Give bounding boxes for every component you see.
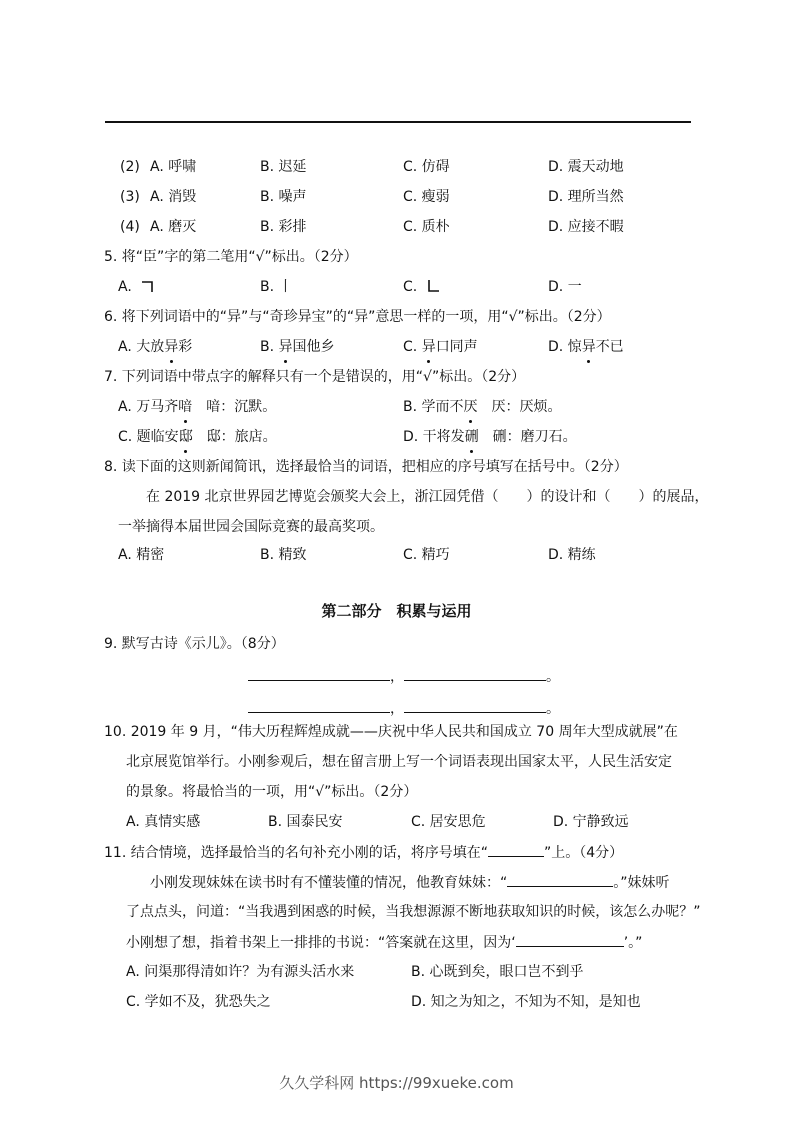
q7-a-post: 喑：沉默。 bbox=[192, 399, 277, 415]
q9-answer-line-2 bbox=[248, 698, 560, 719]
q10-line-2: 北京展览馆举行。小刚参观后，想在留言册上写一个词语表现出国家太平，人民生活安定 bbox=[126, 754, 672, 770]
q11-line-1 bbox=[104, 842, 623, 863]
q5-option-b-letter: B. bbox=[260, 279, 275, 295]
q4-row-3-option-c[interactable]: C. 瘦弱 bbox=[403, 189, 450, 205]
q10-option-a[interactable]: A. 真情实感 bbox=[126, 814, 201, 830]
q11-line-1-b: ”上。（4分） bbox=[543, 845, 624, 861]
q10-line-3: 的景象。将最恰当的一项，用“√”标出。（2分） bbox=[126, 784, 418, 800]
stroke-heng-zhe-icon bbox=[140, 279, 154, 293]
q4-row-4-option-c[interactable]: C. 质朴 bbox=[403, 219, 450, 235]
q6-d-dotted-char: 异 bbox=[581, 339, 596, 355]
q5-option-c[interactable] bbox=[403, 277, 440, 297]
q4-row-4-option-b[interactable]: B. 彩排 bbox=[260, 219, 307, 235]
q9-period-2: 。 bbox=[546, 701, 560, 717]
q8-stem: 8. 读下面的这则新闻简讯，选择最恰当的词语，把相应的序号填写在括号中。（2分） bbox=[104, 459, 628, 475]
q10-line-1: 10. 2019 年 9 月，“伟大历程辉煌成就——庆祝中华人民共和国成立 70 周年大型成就展”在 bbox=[104, 724, 678, 740]
section-title: 第二部分 积累与运用 bbox=[321, 602, 472, 620]
q11-line-1-a: 11. 结合情境，选择最恰当的名句补充小刚的话，将序号填在“ bbox=[104, 845, 488, 861]
q7-c-dotted-char: 邸 bbox=[178, 429, 193, 445]
q9-answer-line-1 bbox=[248, 666, 560, 687]
q5-option-b-stroke: 丨 bbox=[278, 279, 293, 295]
q6-a-dotted-char: 异 bbox=[164, 339, 179, 355]
q6-a-pre: A. 大放 bbox=[118, 339, 165, 355]
q7-b-dotted-char: 厌 bbox=[463, 399, 478, 415]
q11-line-2-b: 。”妹妹听 bbox=[613, 875, 670, 891]
q9-blank-3[interactable] bbox=[248, 698, 390, 713]
q8-option-b[interactable]: B. 精致 bbox=[260, 547, 307, 563]
q4-row-3-option-d[interactable]: D. 理所当然 bbox=[548, 189, 624, 205]
q4-row-2-option-d[interactable]: D. 震天动地 bbox=[548, 159, 624, 175]
q5-option-a[interactable] bbox=[118, 277, 154, 297]
q11-option-d[interactable]: D. 知之为知之，不知为不知，是知也 bbox=[411, 994, 641, 1010]
q6-c-post: 口同声 bbox=[435, 339, 478, 355]
q7-a-dotted-char: 喑 bbox=[178, 399, 193, 415]
q6-b-pre: B. bbox=[260, 339, 279, 355]
q7-d-pre: D. 干将发 bbox=[403, 429, 465, 445]
footer-watermark[interactable]: 久久学科网 https://99xueke.com bbox=[279, 1074, 514, 1092]
q9-comma-2: ， bbox=[390, 701, 404, 717]
q6-option-a[interactable] bbox=[118, 337, 192, 357]
q6-option-d[interactable] bbox=[548, 337, 624, 357]
q11-option-a[interactable]: A. 问渠那得清如许？为有源头活水来 bbox=[126, 964, 355, 980]
q7-option-c[interactable] bbox=[118, 427, 277, 447]
q6-b-dotted-char: 异 bbox=[278, 339, 293, 355]
q7-b-post: 厌：厌烦。 bbox=[477, 399, 562, 415]
q4-row-2-option-c[interactable]: C. 仿碍 bbox=[403, 159, 450, 175]
q4-row-2-option-b[interactable]: B. 迟延 bbox=[260, 159, 307, 175]
q9-period-1: 。 bbox=[546, 669, 560, 685]
q8-passage-line-2: 一举摘得本届世园会国际竞赛的最高奖项。 bbox=[118, 519, 384, 535]
q7-c-post: 邸：旅店。 bbox=[192, 429, 277, 445]
q11-blank-1[interactable] bbox=[507, 872, 613, 887]
q11-option-c[interactable]: C. 学如不及，犹恐失之 bbox=[126, 994, 271, 1010]
stroke-shu-zhe-icon bbox=[426, 279, 440, 293]
q11-line-4 bbox=[126, 932, 642, 953]
q4-row-2-option-a[interactable]: A. 呼啸 bbox=[150, 159, 197, 175]
q4-row-3-option-a[interactable]: A. 消毁 bbox=[150, 189, 197, 205]
q4-row-3-option-b[interactable]: B. 噪声 bbox=[260, 189, 307, 205]
q4-row-4-option-a[interactable]: A. 磨灭 bbox=[150, 219, 197, 235]
q9-stem: 9. 默写古诗《示儿》。（8分） bbox=[104, 636, 285, 652]
q11-line-4-a: 小刚想了想，指着书架上一排排的书说：“答案就在这里，因为‘ bbox=[126, 935, 516, 951]
q8-option-a[interactable]: A. 精密 bbox=[118, 547, 165, 563]
q4-row-2-number: (2) bbox=[120, 159, 140, 175]
q10-option-c[interactable]: C. 居安思危 bbox=[411, 814, 486, 830]
q7-option-b[interactable] bbox=[403, 397, 562, 417]
q6-a-post: 彩 bbox=[178, 339, 193, 355]
q6-c-dotted-char: 异 bbox=[421, 339, 436, 355]
header-rule bbox=[105, 121, 691, 123]
q7-d-dotted-char: 硎 bbox=[464, 429, 479, 445]
q11-line-3: 了点点头，问道：“当我遇到困惑的时候，当我想源源不断地获取知识的时候，该怎么办呢？” bbox=[126, 904, 701, 920]
q5-option-d-stroke: 一 bbox=[567, 279, 582, 295]
q9-blank-1[interactable] bbox=[248, 666, 390, 681]
q9-blank-4[interactable] bbox=[404, 698, 546, 713]
q11-line-2 bbox=[150, 872, 670, 893]
q6-option-c[interactable] bbox=[403, 337, 478, 357]
q8-option-d[interactable]: D. 精练 bbox=[548, 547, 596, 563]
q7-option-d[interactable] bbox=[403, 427, 577, 447]
q5-option-d[interactable] bbox=[548, 277, 582, 297]
q7-b-pre: B. 学而不 bbox=[403, 399, 464, 415]
q7-c-pre: C. 题临安 bbox=[118, 429, 179, 445]
q4-row-3-number: (3) bbox=[120, 189, 140, 205]
q5-option-a-letter: A. bbox=[118, 279, 132, 295]
q9-comma-1: ， bbox=[390, 669, 404, 685]
q5-option-c-letter: C. bbox=[403, 279, 418, 295]
q11-option-b[interactable]: B. 心既到矣，眼口岂不到乎 bbox=[411, 964, 584, 980]
q10-option-b[interactable]: B. 国泰民安 bbox=[268, 814, 343, 830]
q7-option-a[interactable] bbox=[118, 397, 276, 417]
q7-stem: 7. 下列词语中带点字的解释只有一个是错误的，用“√”标出。（2分） bbox=[104, 369, 526, 385]
q4-row-4-number: (4) bbox=[120, 219, 140, 235]
q5-stem: 5. 将“臣”字的第二笔用“√”标出。（2分） bbox=[104, 249, 358, 265]
q8-option-c[interactable]: C. 精巧 bbox=[403, 547, 450, 563]
q4-row-4-option-d[interactable]: D. 应接不暇 bbox=[548, 219, 624, 235]
q6-d-pre: D. 惊 bbox=[548, 339, 582, 355]
q8-passage-line-1: 在 2019 北京世界园艺博览会颁奖大会上，浙江园凭借（ ）的设计和（ ）的展品， bbox=[146, 489, 709, 505]
q11-line-2-a: 小刚发现妹妹在读书时有不懂装懂的情况，他教育妹妹：“ bbox=[150, 875, 508, 891]
q7-d-post: 硎：磨刀石。 bbox=[478, 429, 577, 445]
q6-d-post: 不已 bbox=[595, 339, 624, 355]
q10-option-d[interactable]: D. 宁静致远 bbox=[553, 814, 629, 830]
q6-c-pre: C. bbox=[403, 339, 422, 355]
q9-blank-2[interactable] bbox=[404, 666, 546, 681]
q6-stem: 6. 将下列词语中的“异”与“奇珍异宝”的“异”意思一样的一项，用“√”标出。（2分） bbox=[104, 309, 611, 325]
q11-blank-2[interactable] bbox=[516, 932, 624, 947]
q11-line-4-b: ’。” bbox=[623, 935, 643, 951]
q5-option-b[interactable] bbox=[260, 277, 293, 297]
q5-option-d-letter: D. bbox=[548, 279, 564, 295]
q6-option-b[interactable] bbox=[260, 337, 335, 357]
q7-a-pre: A. 万马齐 bbox=[118, 399, 179, 415]
q11-blank-stem[interactable] bbox=[488, 842, 544, 857]
q6-b-post: 国他乡 bbox=[292, 339, 335, 355]
